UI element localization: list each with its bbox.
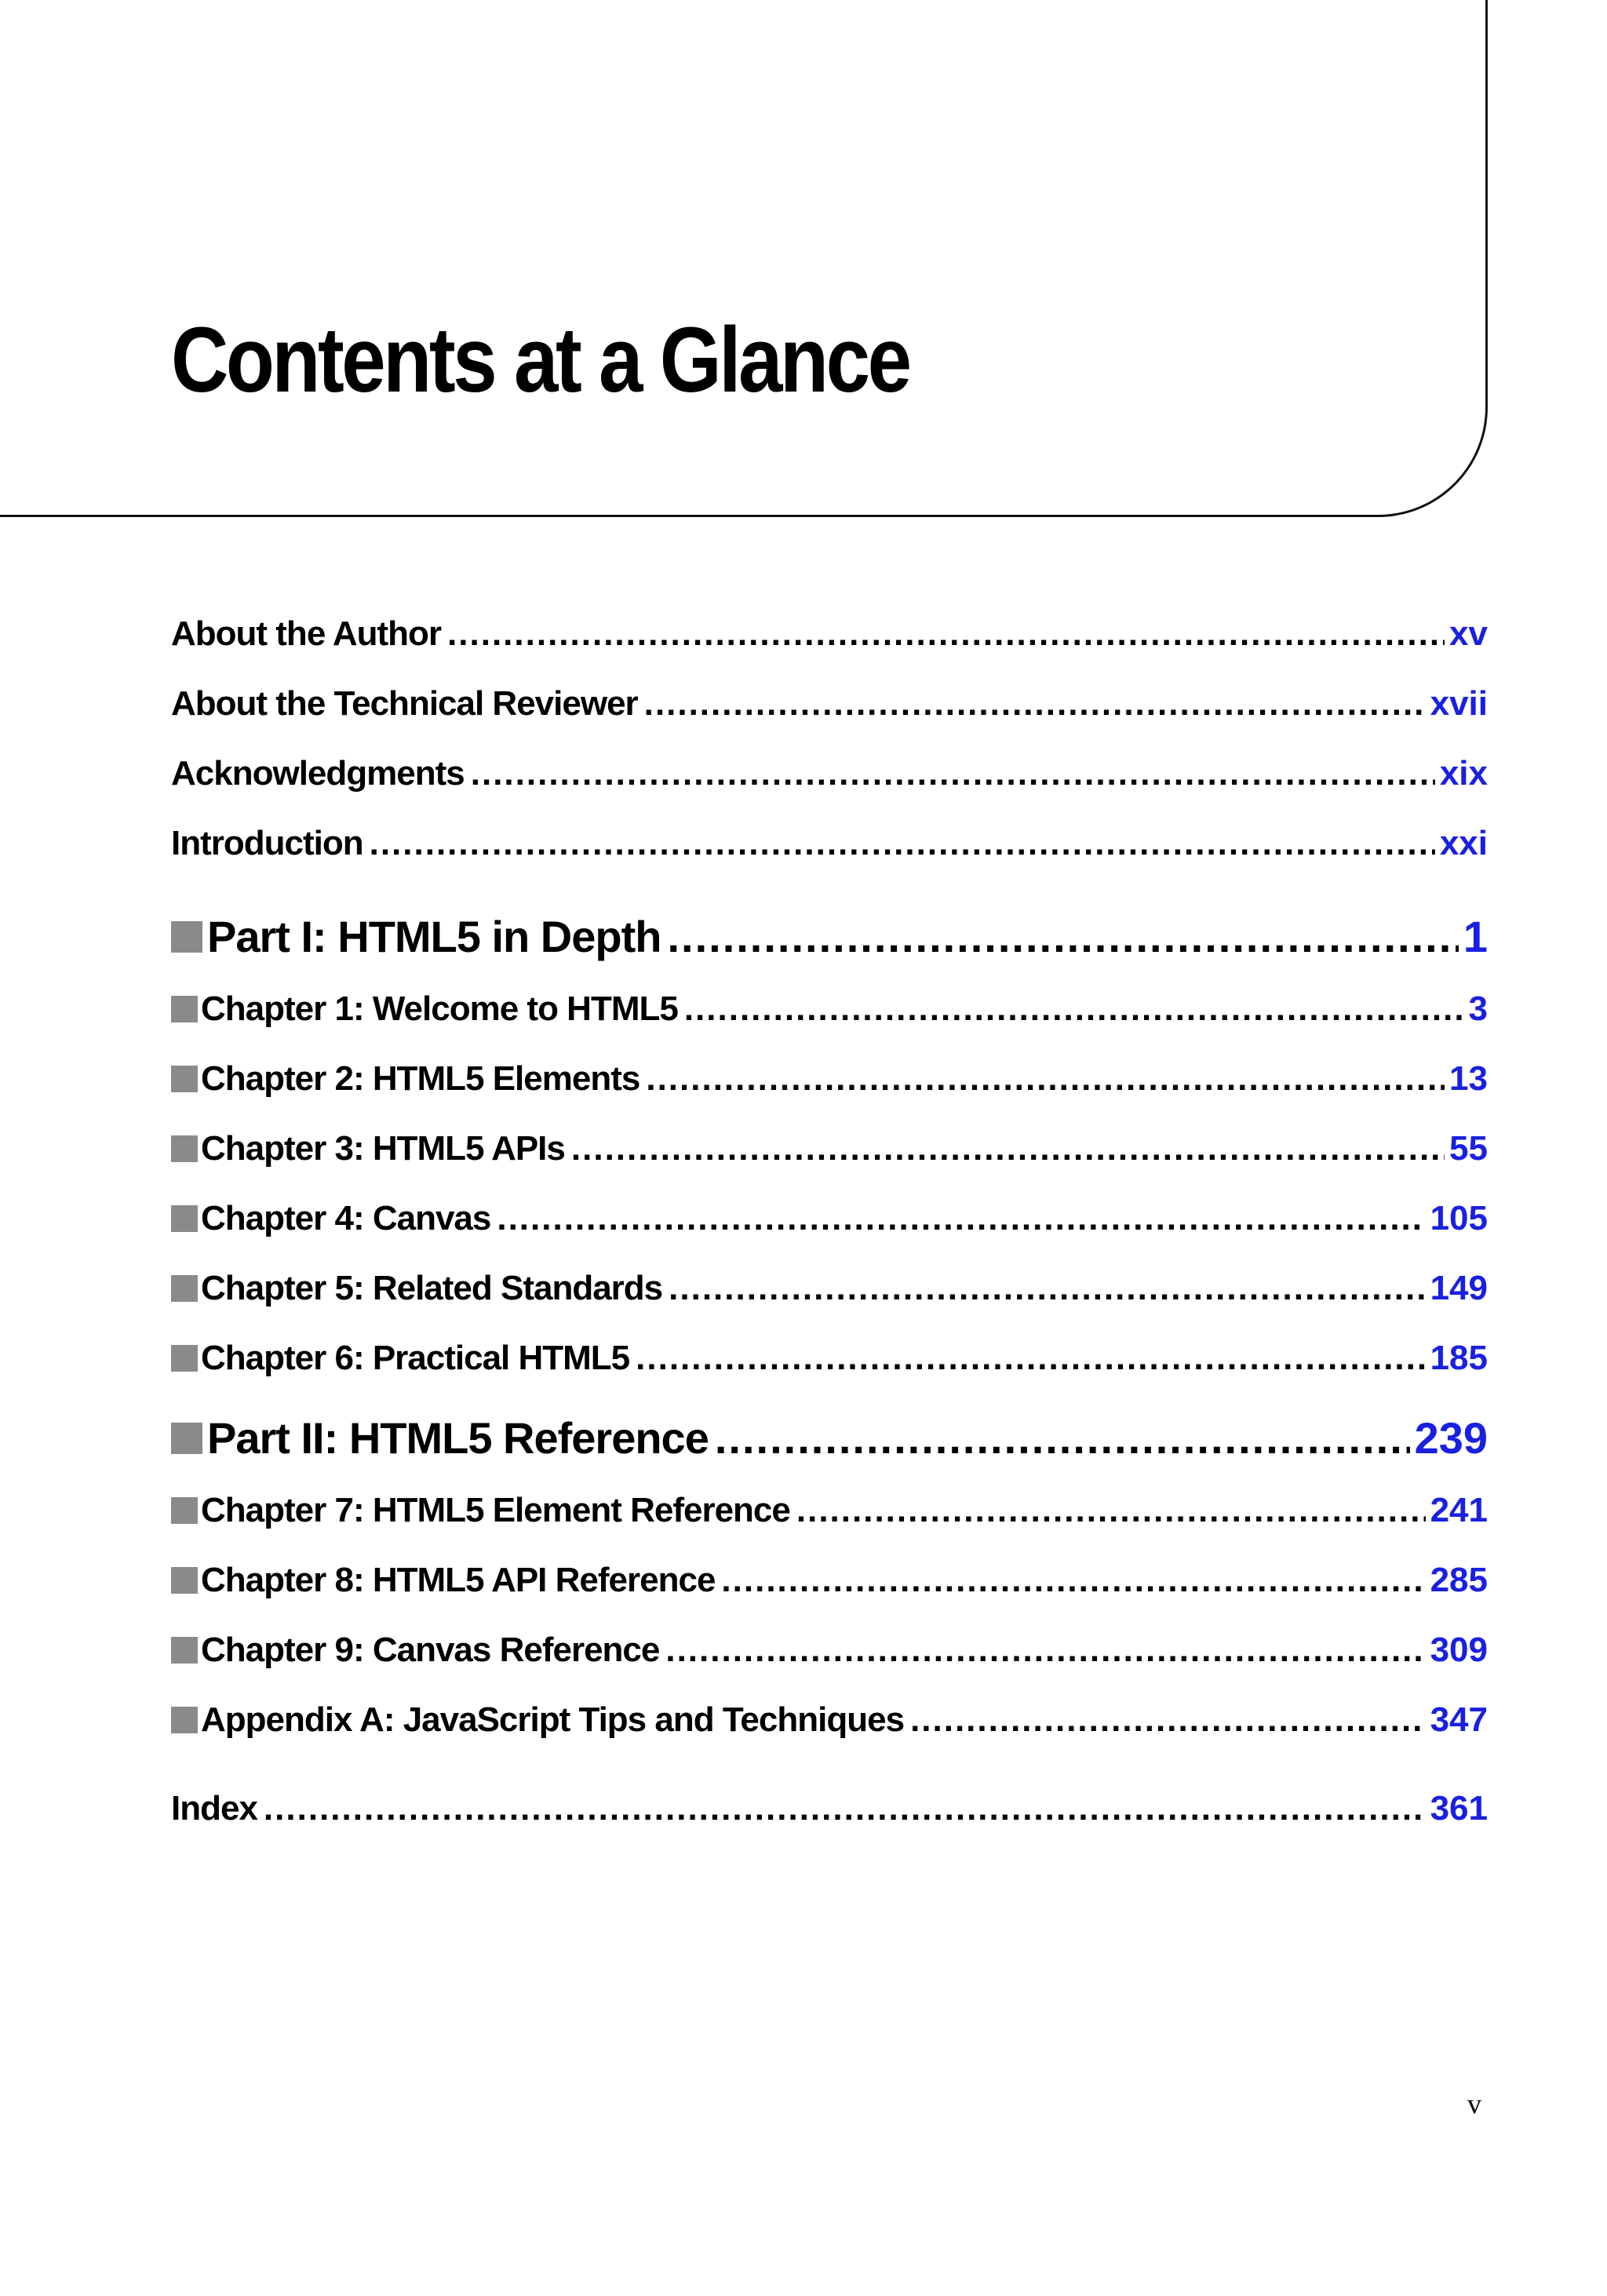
toc-page-link[interactable]: 309 — [1430, 1631, 1488, 1669]
toc-entry-chapter-8[interactable] — [171, 1563, 1488, 1598]
toc-entry-label: Part II: HTML5 Reference — [207, 1413, 709, 1463]
toc-page-link[interactable]: 13 — [1449, 1059, 1488, 1098]
toc-entry-label: Chapter 9: Canvas Reference — [201, 1631, 660, 1669]
square-bullet-icon — [171, 1205, 198, 1232]
dot-leader — [471, 756, 1435, 791]
toc-entry-label: Chapter 1: Welcome to HTML5 — [201, 989, 678, 1028]
toc-page-link[interactable]: 241 — [1430, 1491, 1488, 1529]
toc-page-link[interactable]: xv — [1449, 614, 1488, 653]
dot-leader — [721, 1563, 1425, 1598]
toc-entry-label: Part I: HTML5 in Depth — [207, 912, 661, 961]
toc-entry-label: Chapter 2: HTML5 Elements — [201, 1059, 640, 1098]
toc-entry-label: Introduction — [171, 824, 363, 862]
dot-leader — [370, 826, 1435, 861]
dot-leader — [796, 1493, 1426, 1528]
dot-leader — [665, 1633, 1425, 1667]
dot-leader — [636, 1341, 1425, 1376]
dot-leader — [264, 1791, 1426, 1826]
square-bullet-icon — [171, 1135, 198, 1162]
square-bullet-icon — [171, 1637, 198, 1664]
page-title: Contents at a Glance — [171, 308, 909, 412]
square-bullet-icon — [171, 1066, 198, 1092]
toc-entry-label: About the Technical Reviewer — [171, 684, 638, 723]
dot-leader — [667, 915, 1458, 959]
dot-leader — [571, 1132, 1445, 1166]
toc-entry-label: Chapter 4: Canvas — [201, 1199, 491, 1237]
dot-leader — [910, 1703, 1426, 1737]
toc-page-link[interactable]: xvii — [1430, 684, 1488, 723]
page-folio: v — [1467, 2088, 1481, 2119]
toc-entry-part-2[interactable] — [171, 1413, 1488, 1463]
toc-page-link[interactable]: 285 — [1430, 1561, 1488, 1599]
dot-leader — [715, 1416, 1410, 1460]
dot-leader — [669, 1271, 1425, 1306]
toc-entry-label: Chapter 8: HTML5 API Reference — [201, 1561, 716, 1599]
square-bullet-icon — [171, 1707, 198, 1733]
toc-entry-acknowledgments[interactable] — [171, 756, 1488, 791]
toc-entry-chapter-6[interactable] — [171, 1341, 1488, 1376]
toc-page-link[interactable]: 347 — [1430, 1700, 1488, 1739]
toc-entry-chapter-7[interactable] — [171, 1493, 1488, 1528]
toc-entry-label: Appendix A: JavaScript Tips and Techniques — [201, 1700, 905, 1739]
toc-entry-appendix-a[interactable] — [171, 1700, 1488, 1739]
toc-page-link[interactable]: 1 — [1463, 912, 1488, 961]
toc-entry-chapter-9[interactable] — [171, 1633, 1488, 1667]
toc-page-link[interactable]: 361 — [1430, 1789, 1488, 1828]
toc-entry-chapter-5[interactable] — [171, 1271, 1488, 1306]
toc-page-link[interactable]: 149 — [1430, 1269, 1488, 1307]
toc-entry-introduction[interactable] — [171, 826, 1488, 861]
toc-page-link[interactable]: 3 — [1468, 989, 1488, 1028]
toc-entry-chapter-1[interactable] — [171, 989, 1488, 1028]
toc-page-link[interactable]: 55 — [1449, 1129, 1488, 1168]
toc-entry-about-reviewer[interactable] — [171, 684, 1488, 723]
square-bullet-icon — [171, 1423, 202, 1454]
toc-entry-label: Chapter 3: HTML5 APIs — [201, 1129, 565, 1168]
toc-entry-label: Chapter 5: Related Standards — [201, 1269, 663, 1307]
toc-page-link[interactable]: 239 — [1414, 1413, 1488, 1463]
toc-entry-chapter-2[interactable] — [171, 1059, 1488, 1098]
toc-entry-label: Index — [171, 1789, 257, 1828]
toc-entry-chapter-4[interactable] — [171, 1201, 1488, 1236]
toc-page-link[interactable]: xxi — [1439, 824, 1488, 862]
toc-page-link[interactable]: xix — [1439, 754, 1488, 793]
toc-entry-label: Chapter 6: Practical HTML5 — [201, 1339, 630, 1377]
toc-page-link[interactable]: 105 — [1430, 1199, 1488, 1237]
toc-entry-label: Chapter 7: HTML5 Element Reference — [201, 1491, 790, 1529]
square-bullet-icon — [171, 1567, 198, 1594]
toc-entry-part-1[interactable] — [171, 912, 1488, 961]
square-bullet-icon — [171, 1345, 198, 1372]
square-bullet-icon — [171, 921, 202, 953]
dot-leader — [497, 1201, 1425, 1236]
dot-leader — [644, 687, 1426, 721]
toc-entry-about-author[interactable] — [171, 614, 1488, 653]
toc-page-link[interactable]: 185 — [1430, 1339, 1488, 1377]
square-bullet-icon — [171, 1275, 198, 1302]
toc-entry-chapter-3[interactable] — [171, 1129, 1488, 1168]
dot-leader — [684, 992, 1464, 1026]
toc-entry-label: About the Author — [171, 614, 442, 653]
square-bullet-icon — [171, 1497, 198, 1524]
square-bullet-icon — [171, 996, 198, 1022]
dot-leader — [646, 1062, 1445, 1096]
toc-entry-index[interactable] — [171, 1791, 1488, 1826]
dot-leader — [447, 617, 1445, 651]
toc-entry-label: Acknowledgments — [171, 754, 465, 793]
